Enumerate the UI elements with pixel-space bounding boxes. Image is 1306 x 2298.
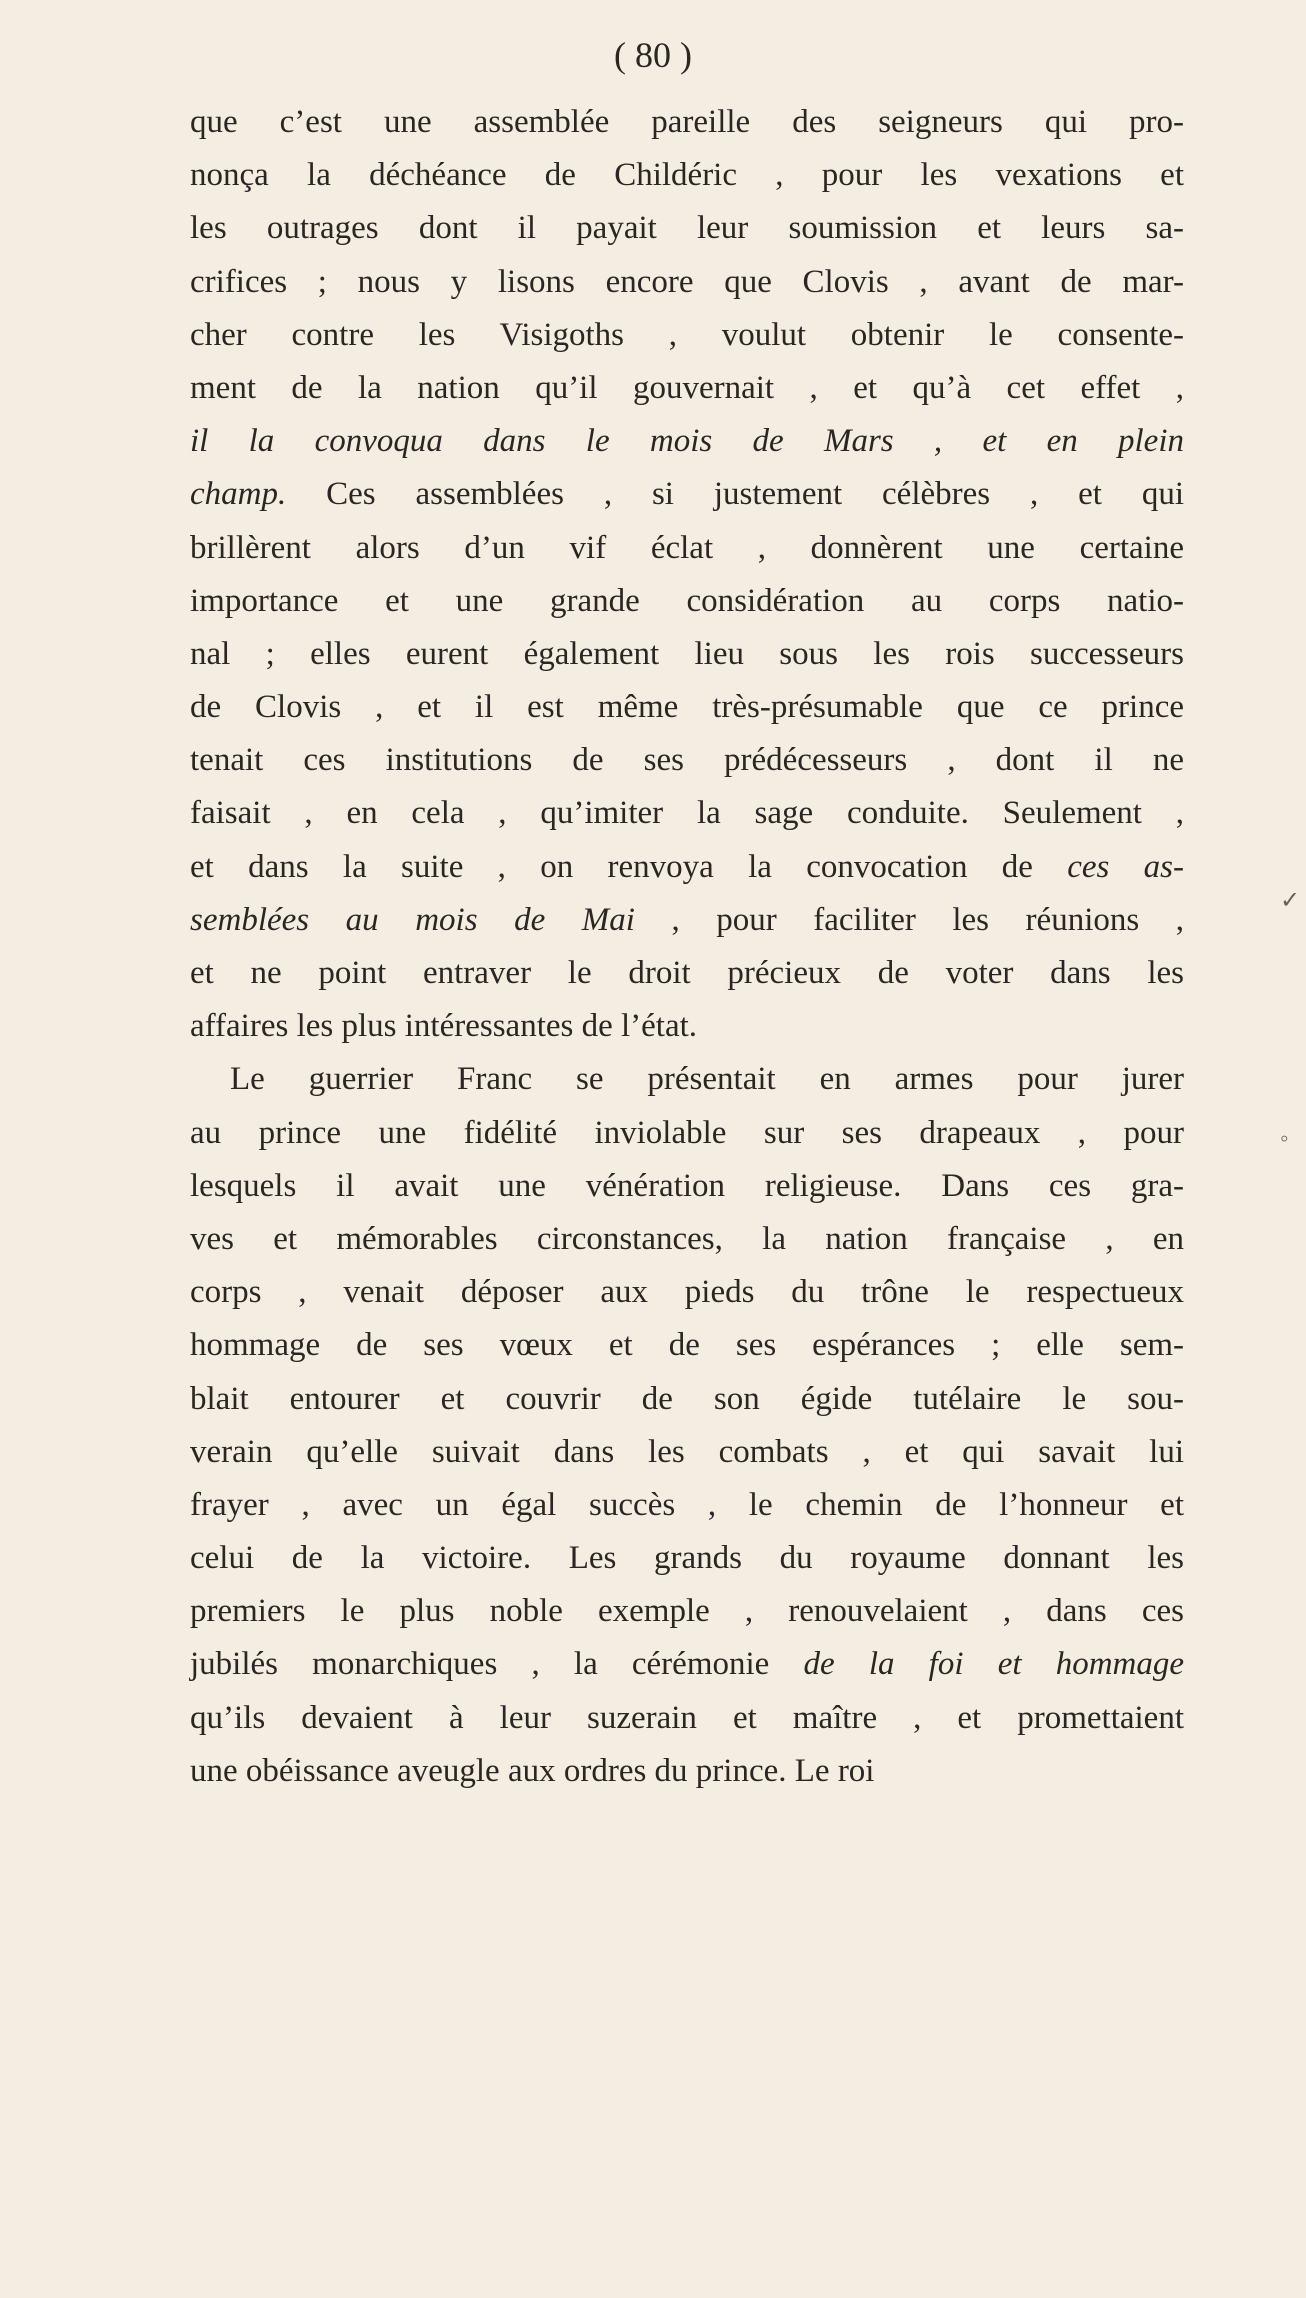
- page-number: ( 80 ): [614, 35, 692, 75]
- text-run: et dans la suite , on renvoya la convocation de: [190, 848, 1068, 885]
- text-run: Le guerrier Franc se présentait en armes pour jurer: [230, 1061, 1184, 1098]
- margin-mark: ✓: [1280, 888, 1301, 914]
- text-run: les outrages dont il payait leur soumission et leurs sa-: [190, 210, 1184, 247]
- text-line: [190, 1692, 1184, 1745]
- text-run: frayer , avec un égal succès , le chemin de l’honneur et: [190, 1486, 1184, 1523]
- text-line: [190, 894, 1184, 947]
- text-line: [190, 1213, 1184, 1266]
- text-line: [190, 734, 1184, 787]
- italic-text: il la convoqua dans le mois de Mars , et en plein: [190, 423, 1184, 460]
- text-line: [190, 841, 1184, 894]
- text-line: [190, 468, 1184, 521]
- text-run: blait entourer et couvrir de son égide tutélaire le sou-: [190, 1380, 1184, 1417]
- text-run: celui de la victoire. Les grands du royaume donnant les: [190, 1540, 1184, 1577]
- text-line: [190, 787, 1184, 840]
- text-run: nal ; elles eurent également lieu sous les rois successeurs: [190, 635, 1184, 672]
- text-line: [190, 1053, 1184, 1106]
- text-run: cher contre les Visigoths , voulut obtenir le consente-: [190, 316, 1184, 353]
- text-line: [190, 1160, 1184, 1213]
- text-line: [190, 1479, 1184, 1532]
- text-line: [190, 256, 1184, 309]
- text-line: [190, 947, 1184, 1000]
- text-run: une obéissance aveugle aux ordres du prince. Le roi: [190, 1752, 875, 1789]
- text-line: [190, 575, 1184, 628]
- text-run: faisait , en cela , qu’imiter la sage conduite. Seulement ,: [190, 795, 1184, 832]
- text-run: qu’ils devaient à leur suzerain et maître , et promettaient: [190, 1699, 1184, 1736]
- text-line: [190, 1107, 1184, 1160]
- text-line: [190, 628, 1184, 681]
- text-line: [190, 1319, 1184, 1372]
- italic-text: champ.: [190, 476, 287, 513]
- text-run: nonça la déchéance de Childéric , pour les vexations et: [190, 157, 1184, 194]
- text-run: , pour faciliter les réunions ,: [634, 901, 1184, 938]
- body-text: [190, 96, 1184, 1798]
- text-run: corps , venait déposer aux pieds du trône le respectueux: [190, 1274, 1184, 1311]
- text-run: tenait ces institutions de ses prédécesseurs , dont il ne: [190, 742, 1184, 779]
- text-run: Ces assemblées , si justement célèbres , et qui: [286, 476, 1184, 513]
- text-run: importance et une grande considération au corps natio-: [190, 582, 1184, 619]
- text-line: [190, 681, 1184, 734]
- text-run: et ne point entraver le droit précieux de voter dans les: [190, 955, 1184, 991]
- text-line: [190, 202, 1184, 255]
- text-line: [190, 522, 1184, 575]
- paragraph: [190, 1053, 1184, 1798]
- text-run: que c’est une assemblée pareille des seigneurs qui pro-: [190, 104, 1184, 140]
- text-line: [190, 362, 1184, 415]
- text-line: [190, 96, 1184, 149]
- text-run: jubilés monarchiques , la cérémonie: [190, 1646, 804, 1683]
- text-line: [190, 1266, 1184, 1319]
- text-line: [190, 1373, 1184, 1426]
- italic-text: ces as-: [1067, 848, 1184, 885]
- italic-text: semblées au mois de Mai: [190, 901, 635, 938]
- text-run: crifices ; nous y lisons encore que Clovis , avant de mar-: [190, 263, 1184, 300]
- text-run: premiers le plus noble exemple , renouvelaient , dans ces: [190, 1593, 1184, 1630]
- text-line: [190, 415, 1184, 468]
- text-run: de Clovis , et il est même très-présumable que ce prince: [190, 689, 1184, 726]
- text-run: ment de la nation qu’il gouvernait , et qu’à cet effet ,: [190, 369, 1184, 406]
- text-line: [190, 149, 1184, 202]
- text-line: [190, 1745, 1184, 1798]
- text-run: au prince une fidélité inviolable sur ses drapeaux , pour: [190, 1114, 1184, 1151]
- text-run: hommage de ses vœux et de ses espérances ; elle sem-: [190, 1327, 1184, 1364]
- text-line: [190, 309, 1184, 362]
- paragraph: [190, 96, 1184, 1053]
- text-line: [190, 1638, 1184, 1691]
- text-run: affaires les plus intéressantes de l’état.: [190, 1008, 698, 1045]
- text-run: verain qu’elle suivait dans les combats , et qui savait lui: [190, 1433, 1184, 1470]
- text-line: [190, 1532, 1184, 1585]
- text-run: ves et mémorables circonstances, la nation française , en: [190, 1220, 1184, 1257]
- margin-mark: ◦: [1280, 1126, 1289, 1152]
- text-line: [190, 1000, 1184, 1053]
- text-line: [190, 1585, 1184, 1638]
- italic-text: de la foi et hommage: [803, 1646, 1185, 1683]
- text-line: [190, 1426, 1184, 1479]
- text-run: lesquels il avait une vénération religieuse. Dans ces gra-: [190, 1167, 1184, 1204]
- text-run: brillèrent alors d’un vif éclat , donnèrent une certaine: [190, 529, 1184, 566]
